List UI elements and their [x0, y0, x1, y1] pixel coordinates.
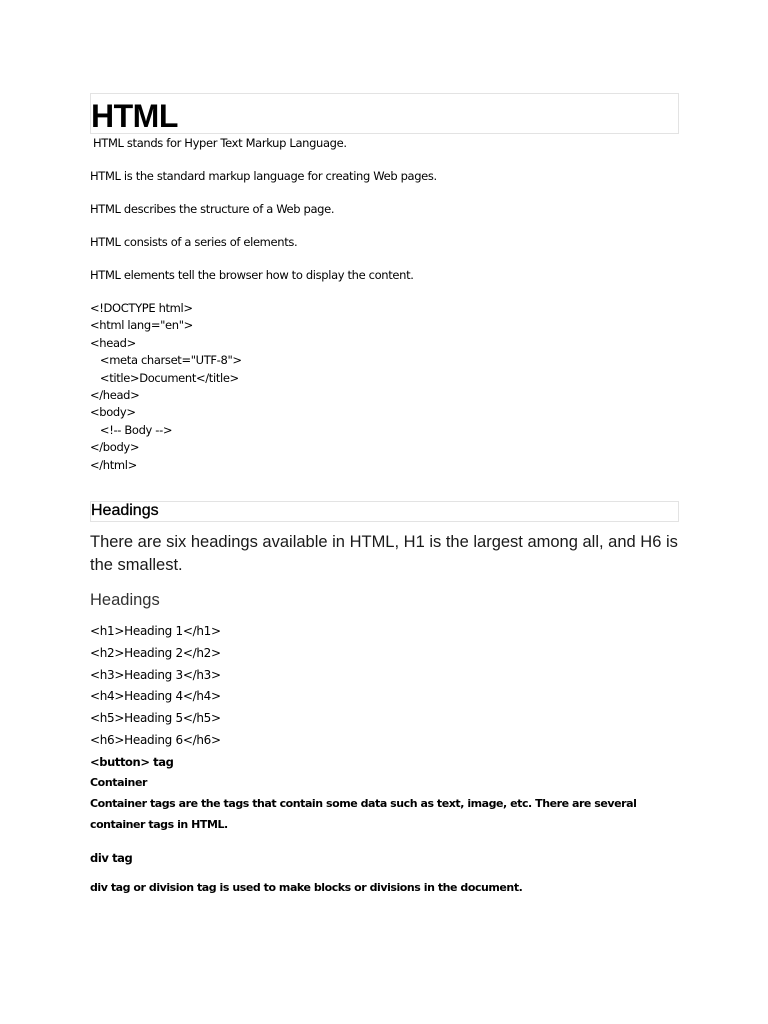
list-item: <h4>Heading 4</h4> [90, 689, 221, 704]
intro-paragraphs [90, 135, 679, 300]
code-line: <!-- Body --> [90, 422, 173, 437]
code-line: <title>Document</title> [90, 370, 239, 385]
title-box [90, 93, 679, 134]
intro-paragraph: HTML is the standard markup language for creating Web pages. [90, 169, 437, 183]
heading-examples-list [90, 621, 679, 752]
page-title: HTML [91, 98, 178, 134]
container-text: Container tags are the tags that contain some data such as text, image, etc. There are several container tags in HTML. [90, 796, 637, 832]
code-line: <body> [90, 405, 136, 420]
code-line: </head> [90, 388, 140, 403]
code-line: </html> [90, 457, 137, 472]
code-line: <!DOCTYPE html> [90, 301, 193, 315]
code-line: <meta charset="UTF-8"> [90, 353, 242, 368]
code-line: </body> [90, 440, 140, 455]
list-item: <h5>Heading 5</h5> [90, 711, 221, 726]
code-block [90, 300, 679, 474]
intro-paragraph: HTML elements tell the browser how to display the content. [90, 268, 414, 282]
list-item: <h1>Heading 1</h1> [90, 624, 221, 639]
code-line: <head> [90, 335, 136, 350]
list-item: <h6>Heading 6</h6> [90, 733, 221, 748]
intro-paragraph: HTML consists of a series of elements. [90, 235, 298, 249]
document-page [90, 93, 679, 898]
intro-paragraph: HTML describes the structure of a Web page. [90, 202, 335, 216]
section-title: Headings [91, 502, 159, 520]
intro-paragraph: HTML stands for Hyper Text Markup Language. [93, 136, 347, 150]
headings-subheading: Headings [90, 591, 160, 610]
list-item: <h3>Heading 3</h3> [90, 667, 221, 682]
headings-lead: There are six headings available in HTML, H1 is the largest among all, and H6 is the smallest. [90, 533, 678, 575]
list-item: <h2>Heading 2</h2> [90, 645, 221, 660]
div-tag-label: div tag [90, 850, 133, 865]
button-tag-label: <button> tag [90, 754, 174, 769]
container-label: Container [90, 775, 148, 789]
headings-section-box [90, 501, 679, 522]
div-tag-text: div tag or division tag is used to make blocks or divisions in the document. [90, 880, 523, 894]
code-line: <html lang="en"> [90, 318, 193, 333]
